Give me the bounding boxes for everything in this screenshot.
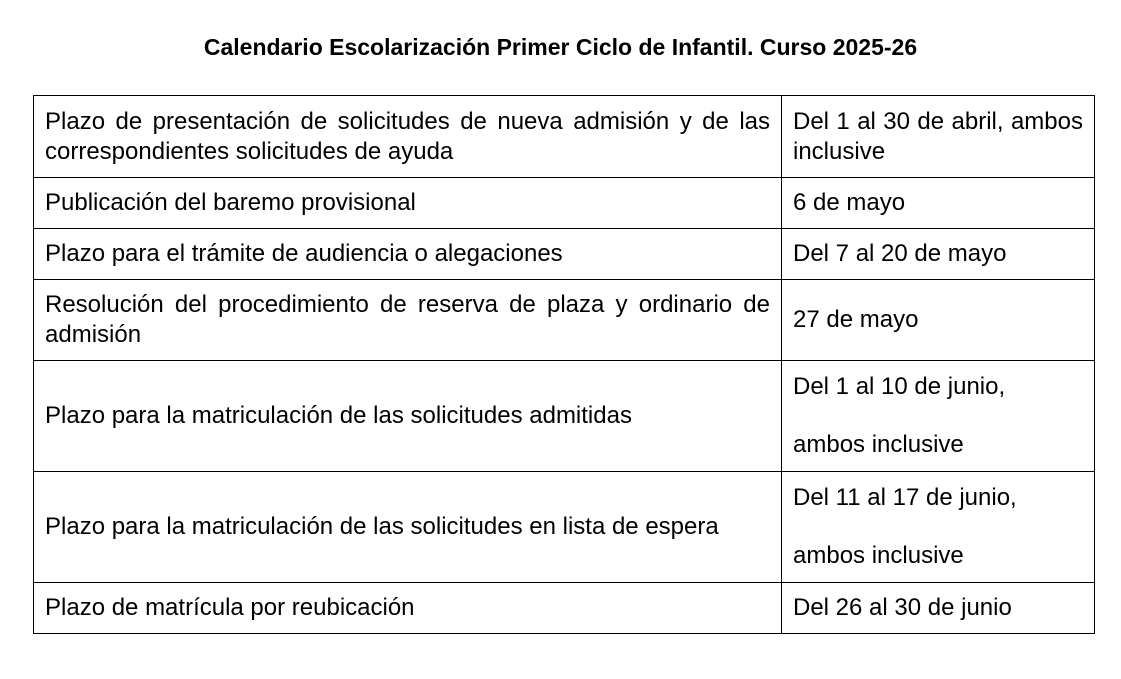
table-row (34, 229, 1095, 280)
row-description: Plazo para el trámite de audiencia o alegaciones (34, 229, 782, 280)
row-description: Plazo para la matriculación de las solicitudes en lista de espera (34, 472, 782, 583)
table-row (34, 280, 1095, 361)
row-date (782, 178, 1095, 229)
row-date-line: ambos inclusive (793, 431, 964, 458)
table-row (34, 583, 1095, 634)
row-date-line: Del 11 al 17 de junio, (793, 484, 1017, 511)
row-description: Resolución del procedimiento de reserva de plaza y ordinario de admisión (34, 280, 782, 361)
row-description: Plazo de matrícula por reubicación (34, 583, 782, 634)
row-date-line: 6 de mayo (793, 189, 906, 216)
row-date (782, 361, 1095, 472)
row-date (782, 472, 1095, 583)
row-date-line: Del 1 al 10 de junio, (793, 373, 1006, 400)
row-description: Publicación del baremo provisional (34, 178, 782, 229)
calendar-table (33, 95, 1095, 634)
row-date-line: Del 26 al 30 de junio (793, 594, 1012, 621)
table-row (34, 361, 1095, 472)
row-date (782, 229, 1095, 280)
row-description: Plazo de presentación de solicitudes de nueva admisión y de las correspondientes solicitudes de ayuda (34, 96, 782, 178)
row-description: Plazo para la matriculación de las solicitudes admitidas (34, 361, 782, 472)
row-date-line: Del 7 al 20 de mayo (793, 240, 1007, 267)
row-date (782, 280, 1095, 361)
row-date-line: Del 1 al 30 de abril, ambos inclusive (793, 107, 1083, 165)
table-row (34, 178, 1095, 229)
row-date (782, 96, 1095, 178)
row-date-line: ambos inclusive (793, 542, 964, 569)
page-title: Calendario Escolarización Primer Ciclo de Infantil. Curso 2025-26 (203, 34, 918, 60)
row-date-line: 27 de mayo (793, 306, 919, 333)
table-row (34, 472, 1095, 583)
table-row (34, 96, 1095, 178)
row-date (782, 583, 1095, 634)
